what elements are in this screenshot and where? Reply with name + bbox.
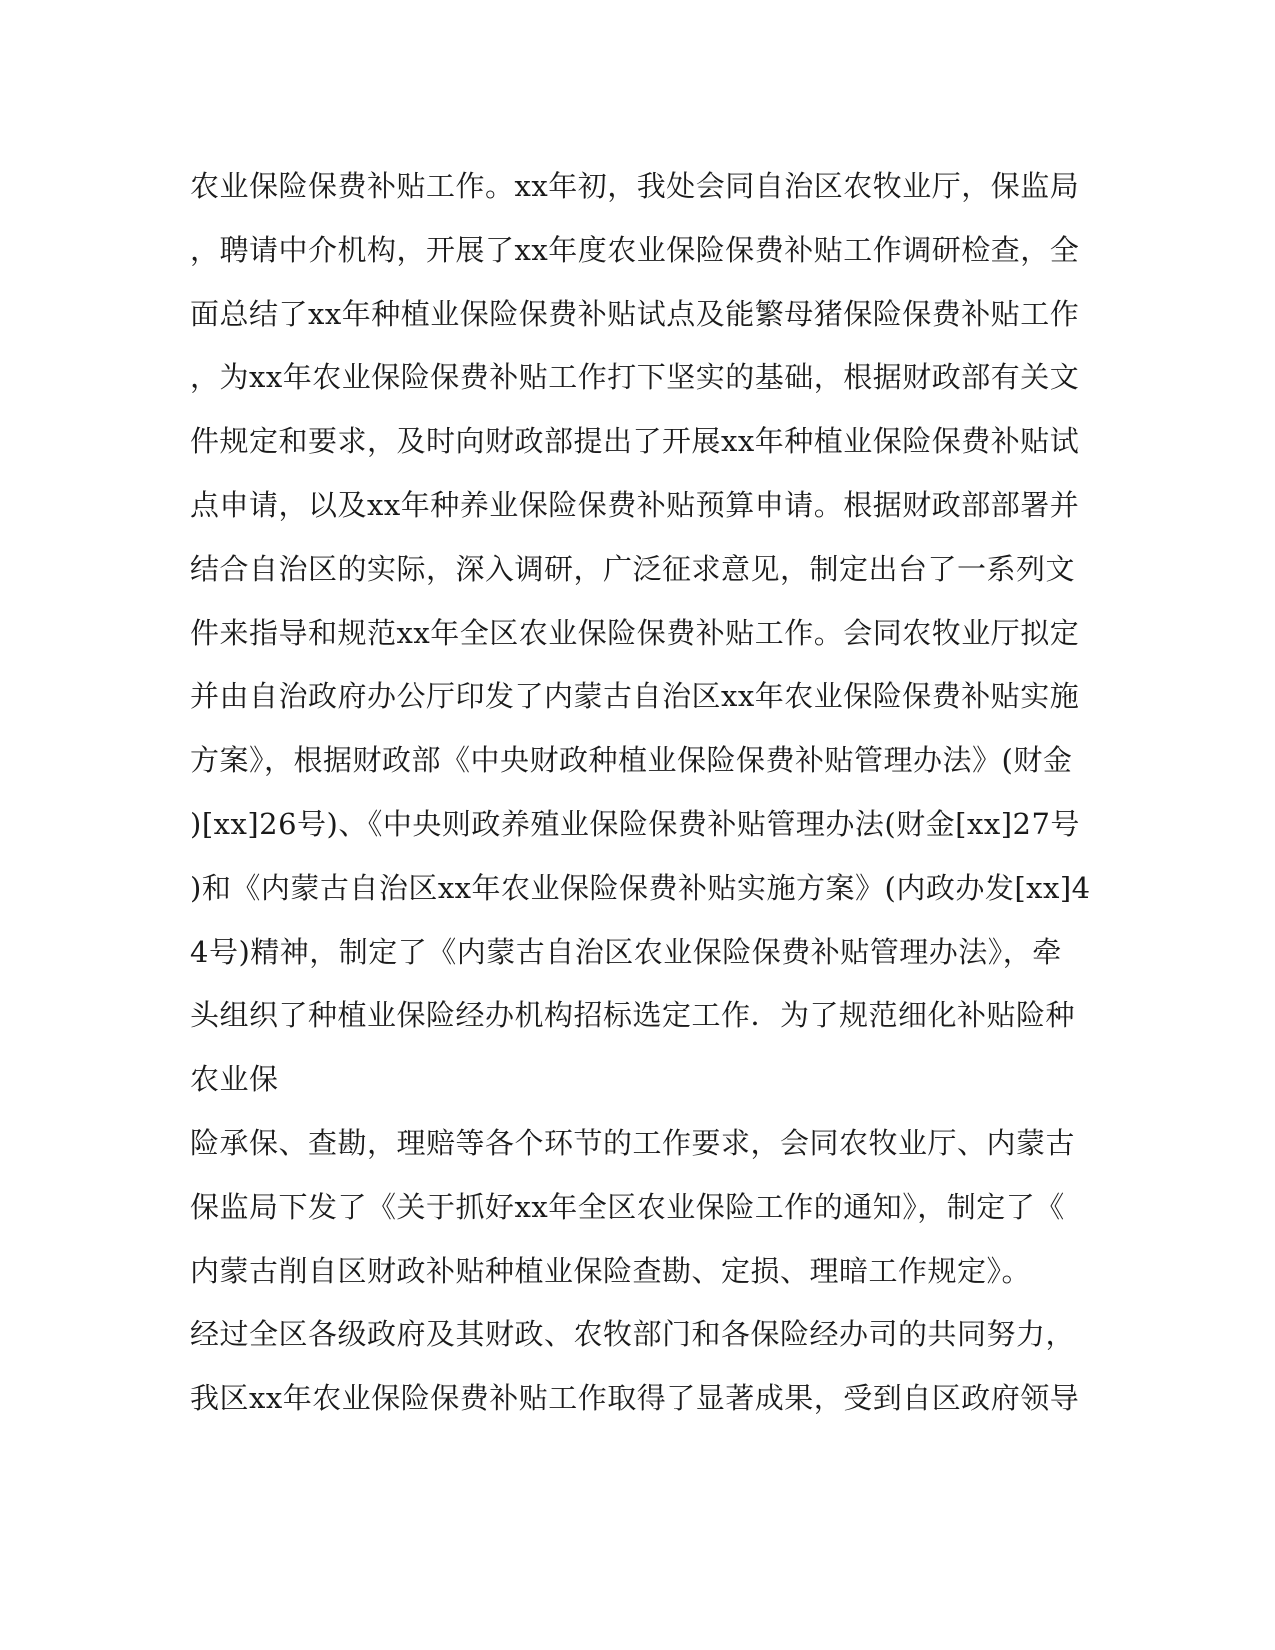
text-line-17: 保监局下发了《关于抓好xx年全区农业保险工作的通知》，制定了《 bbox=[190, 1189, 1065, 1224]
text-line-4: ，为xx年农业保险保费补贴工作打下坚实的基础，根据财政部有关文 bbox=[190, 360, 1080, 395]
text-line-5: 件规定和要求，及时向财政部提出了开展xx年种植业保险保费补贴试 bbox=[190, 424, 1080, 459]
text-line-18: 内蒙古削自区财政补贴种植业保险查勘、定损、理暗工作规定》。 bbox=[190, 1253, 1032, 1288]
text-line-15: 农业保 bbox=[190, 1062, 279, 1097]
text-line-9: 并由自治政府办公厅印发了内蒙古自治区xx年农业保险保费补贴实施 bbox=[190, 679, 1080, 714]
text-line-3: 面总结了xx年种植业保险保费补贴试点及能繁母猪保险保费补贴工作 bbox=[190, 296, 1080, 331]
text-line-13: 4号)精神，制定了《内蒙古自治区农业保险保费补贴管理办法》，牵 bbox=[190, 934, 1062, 969]
text-line-19: 经过全区各级政府及其财政、农牧部门和各保险经办司的共同努力， bbox=[190, 1317, 1076, 1352]
text-line-7: 结合自治区的实际，深入调研，广泛征求意见，制定出台了一系列文 bbox=[190, 551, 1076, 586]
text-line-20: 我区xx年农业保险保费补贴工作取得了显著成果，受到自区政府领导 bbox=[190, 1381, 1080, 1416]
text-line-1: 农业保险保费补贴工作。xx年初，我处会同自治区农牧业厅，保监局 bbox=[190, 169, 1080, 203]
text-line-14: 头组织了种植业保险经办机构招标选定工作．为了规范细化补贴险种 bbox=[190, 998, 1076, 1033]
text-line-10: 方案》，根据财政部《中央财政种植业保险保费补贴管理办法》(财金 bbox=[190, 743, 1073, 778]
text-line-16: 险承保、查勘，理赔等各个环节的工作要求，会同农牧业厅、内蒙古 bbox=[190, 1125, 1076, 1160]
text-line-6: 点申请，以及xx年种养业保险保费补贴预算申请。根据财政部部署并 bbox=[190, 487, 1080, 522]
text-line-12: )和《内蒙古自治区xx年农业保险保费补贴实施方案》(内政办发[xx]4 bbox=[190, 870, 1091, 905]
text-line-11: )[xx]26号)、《中央则政养殖业保险保费补贴管理办法(财金[xx]27号 bbox=[190, 806, 1080, 841]
text-line-8: 件来指导和规范xx年全区农业保险保费补贴工作。会同农牧业厅拟定 bbox=[190, 615, 1080, 650]
body-text bbox=[190, 155, 1090, 1431]
text-line-2: ，聘请中介机构，开展了xx年度农业保险保费补贴工作调研检查，全 bbox=[190, 232, 1080, 267]
